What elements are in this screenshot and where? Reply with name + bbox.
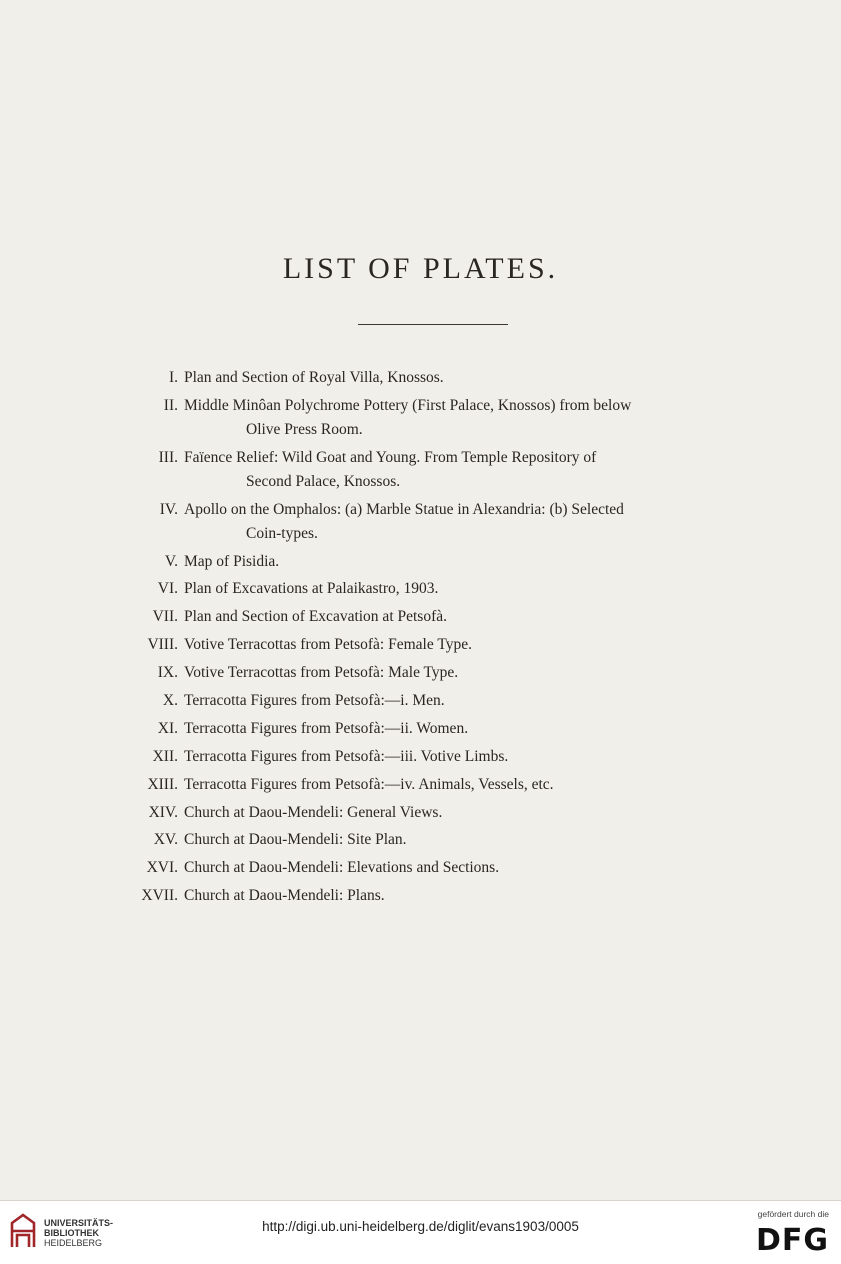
plate-caption xyxy=(184,550,730,574)
funded-by-label: gefördert durch die xyxy=(757,1209,829,1219)
plate-caption-line: Plan and Section of Excavation at Petsofà. xyxy=(184,608,448,626)
plate-numeral: VII. xyxy=(152,608,178,626)
plate-caption-line: Church at Daou-Mendeli: Site Plan. xyxy=(184,831,407,849)
plates-list xyxy=(0,366,841,912)
plate-entry xyxy=(0,773,841,797)
library-name-line-3: HEIDELBERG xyxy=(44,1238,103,1248)
plate-numeral: XVI. xyxy=(146,859,178,877)
plate-numeral: IX. xyxy=(157,664,178,682)
plate-numeral: IV. xyxy=(159,500,178,518)
plate-numeral: III. xyxy=(158,448,178,466)
plate-caption xyxy=(184,884,730,908)
plate-entry xyxy=(0,366,841,390)
plate-caption xyxy=(184,661,730,685)
plate-entry xyxy=(0,828,841,852)
plate-caption xyxy=(184,498,730,546)
plate-caption-line: Church at Daou-Mendeli: Plans. xyxy=(184,887,385,905)
plate-entry xyxy=(0,550,841,574)
plate-entry xyxy=(0,884,841,908)
plate-caption xyxy=(184,394,730,442)
plate-caption-line: Middle Minôan Polychrome Pottery (First Palace, Knossos) from below xyxy=(184,396,632,414)
plate-entry xyxy=(0,801,841,825)
plate-numeral: I. xyxy=(168,369,178,386)
footer-bar xyxy=(0,1200,841,1264)
plate-caption xyxy=(184,856,730,880)
plate-caption-line: Plan of Excavations at Palaikastro, 1903. xyxy=(184,580,439,598)
title-rule xyxy=(358,324,508,325)
plate-entry xyxy=(0,745,841,769)
plate-entry xyxy=(0,394,841,442)
plate-caption xyxy=(184,801,730,825)
plate-caption-line: Terracotta Figures from Petsofà:—iv. Animals, Vessels, etc. xyxy=(184,775,554,793)
plate-caption-line: Votive Terracottas from Petsofà: Male Type. xyxy=(184,664,459,682)
plate-caption-line: Terracotta Figures from Petsofà:—ii. Women. xyxy=(184,719,469,737)
plate-numeral: XIII. xyxy=(147,775,178,793)
plate-caption-line: Votive Terracottas from Petsofà: Female Type. xyxy=(184,636,472,654)
plate-entry xyxy=(0,577,841,601)
plate-entry xyxy=(0,498,841,546)
plate-numeral: V. xyxy=(164,552,178,570)
library-name-line-2: BIBLIOTHEK xyxy=(44,1228,99,1238)
plate-numeral: XI. xyxy=(157,719,178,737)
plate-caption xyxy=(184,717,730,741)
page-title: LIST OF PLATES. xyxy=(282,252,559,285)
plate-caption-continuation: Coin-types. xyxy=(246,524,318,542)
permalink-url[interactable]: http://digi.ub.uni-heidelberg.de/diglit/evans1903/0005 xyxy=(262,1219,579,1234)
plate-caption-continuation: Second Palace, Knossos. xyxy=(246,472,401,490)
plate-caption-line: Terracotta Figures from Petsofà:—i. Men. xyxy=(184,692,445,710)
plate-caption-continuation: Olive Press Room. xyxy=(246,420,363,438)
plate-caption xyxy=(184,828,730,852)
plate-entry xyxy=(0,717,841,741)
plate-caption-line: Church at Daou-Mendeli: Elevations and Sections. xyxy=(184,859,500,877)
plate-caption-line: Map of Pisidia. xyxy=(184,552,280,570)
plate-entry xyxy=(0,633,841,657)
plate-entry xyxy=(0,689,841,713)
plate-caption xyxy=(184,366,730,390)
plate-caption-line: Terracotta Figures from Petsofà:—iii. Votive Limbs. xyxy=(184,747,509,765)
plate-caption xyxy=(184,605,730,629)
plate-numeral: VIII. xyxy=(147,636,178,654)
dfg-logo[interactable]: DFG xyxy=(755,1223,829,1258)
plate-numeral: XVII. xyxy=(141,887,178,905)
plate-entry xyxy=(0,856,841,880)
plate-entry xyxy=(0,605,841,629)
plate-caption xyxy=(184,689,730,713)
plate-caption-line: Plan and Section of Royal Villa, Knossos. xyxy=(184,369,444,386)
plate-caption xyxy=(184,446,730,494)
plate-caption-line: Church at Daou-Mendeli: General Views. xyxy=(184,803,443,821)
plate-caption xyxy=(184,773,730,797)
plate-caption-line: Faïence Relief: Wild Goat and Young. From Temple Repository of xyxy=(184,448,597,466)
plate-numeral: XIV. xyxy=(148,803,178,821)
plate-entry xyxy=(0,661,841,685)
plate-numeral: X. xyxy=(162,692,178,710)
plate-numeral: VI. xyxy=(157,580,178,598)
plate-entry xyxy=(0,446,841,494)
plate-numeral: XV. xyxy=(153,831,178,849)
plate-caption-line: Apollo on the Omphalos: (a) Marble Statue in Alexandria: (b) Selected xyxy=(184,500,624,518)
plate-numeral: XII. xyxy=(152,747,178,765)
plate-numeral: II. xyxy=(163,396,178,414)
plate-caption xyxy=(184,633,730,657)
plate-caption xyxy=(184,745,730,769)
plate-caption xyxy=(184,577,730,601)
library-name-line-1: UNIVERSITÄTS- xyxy=(44,1218,114,1228)
